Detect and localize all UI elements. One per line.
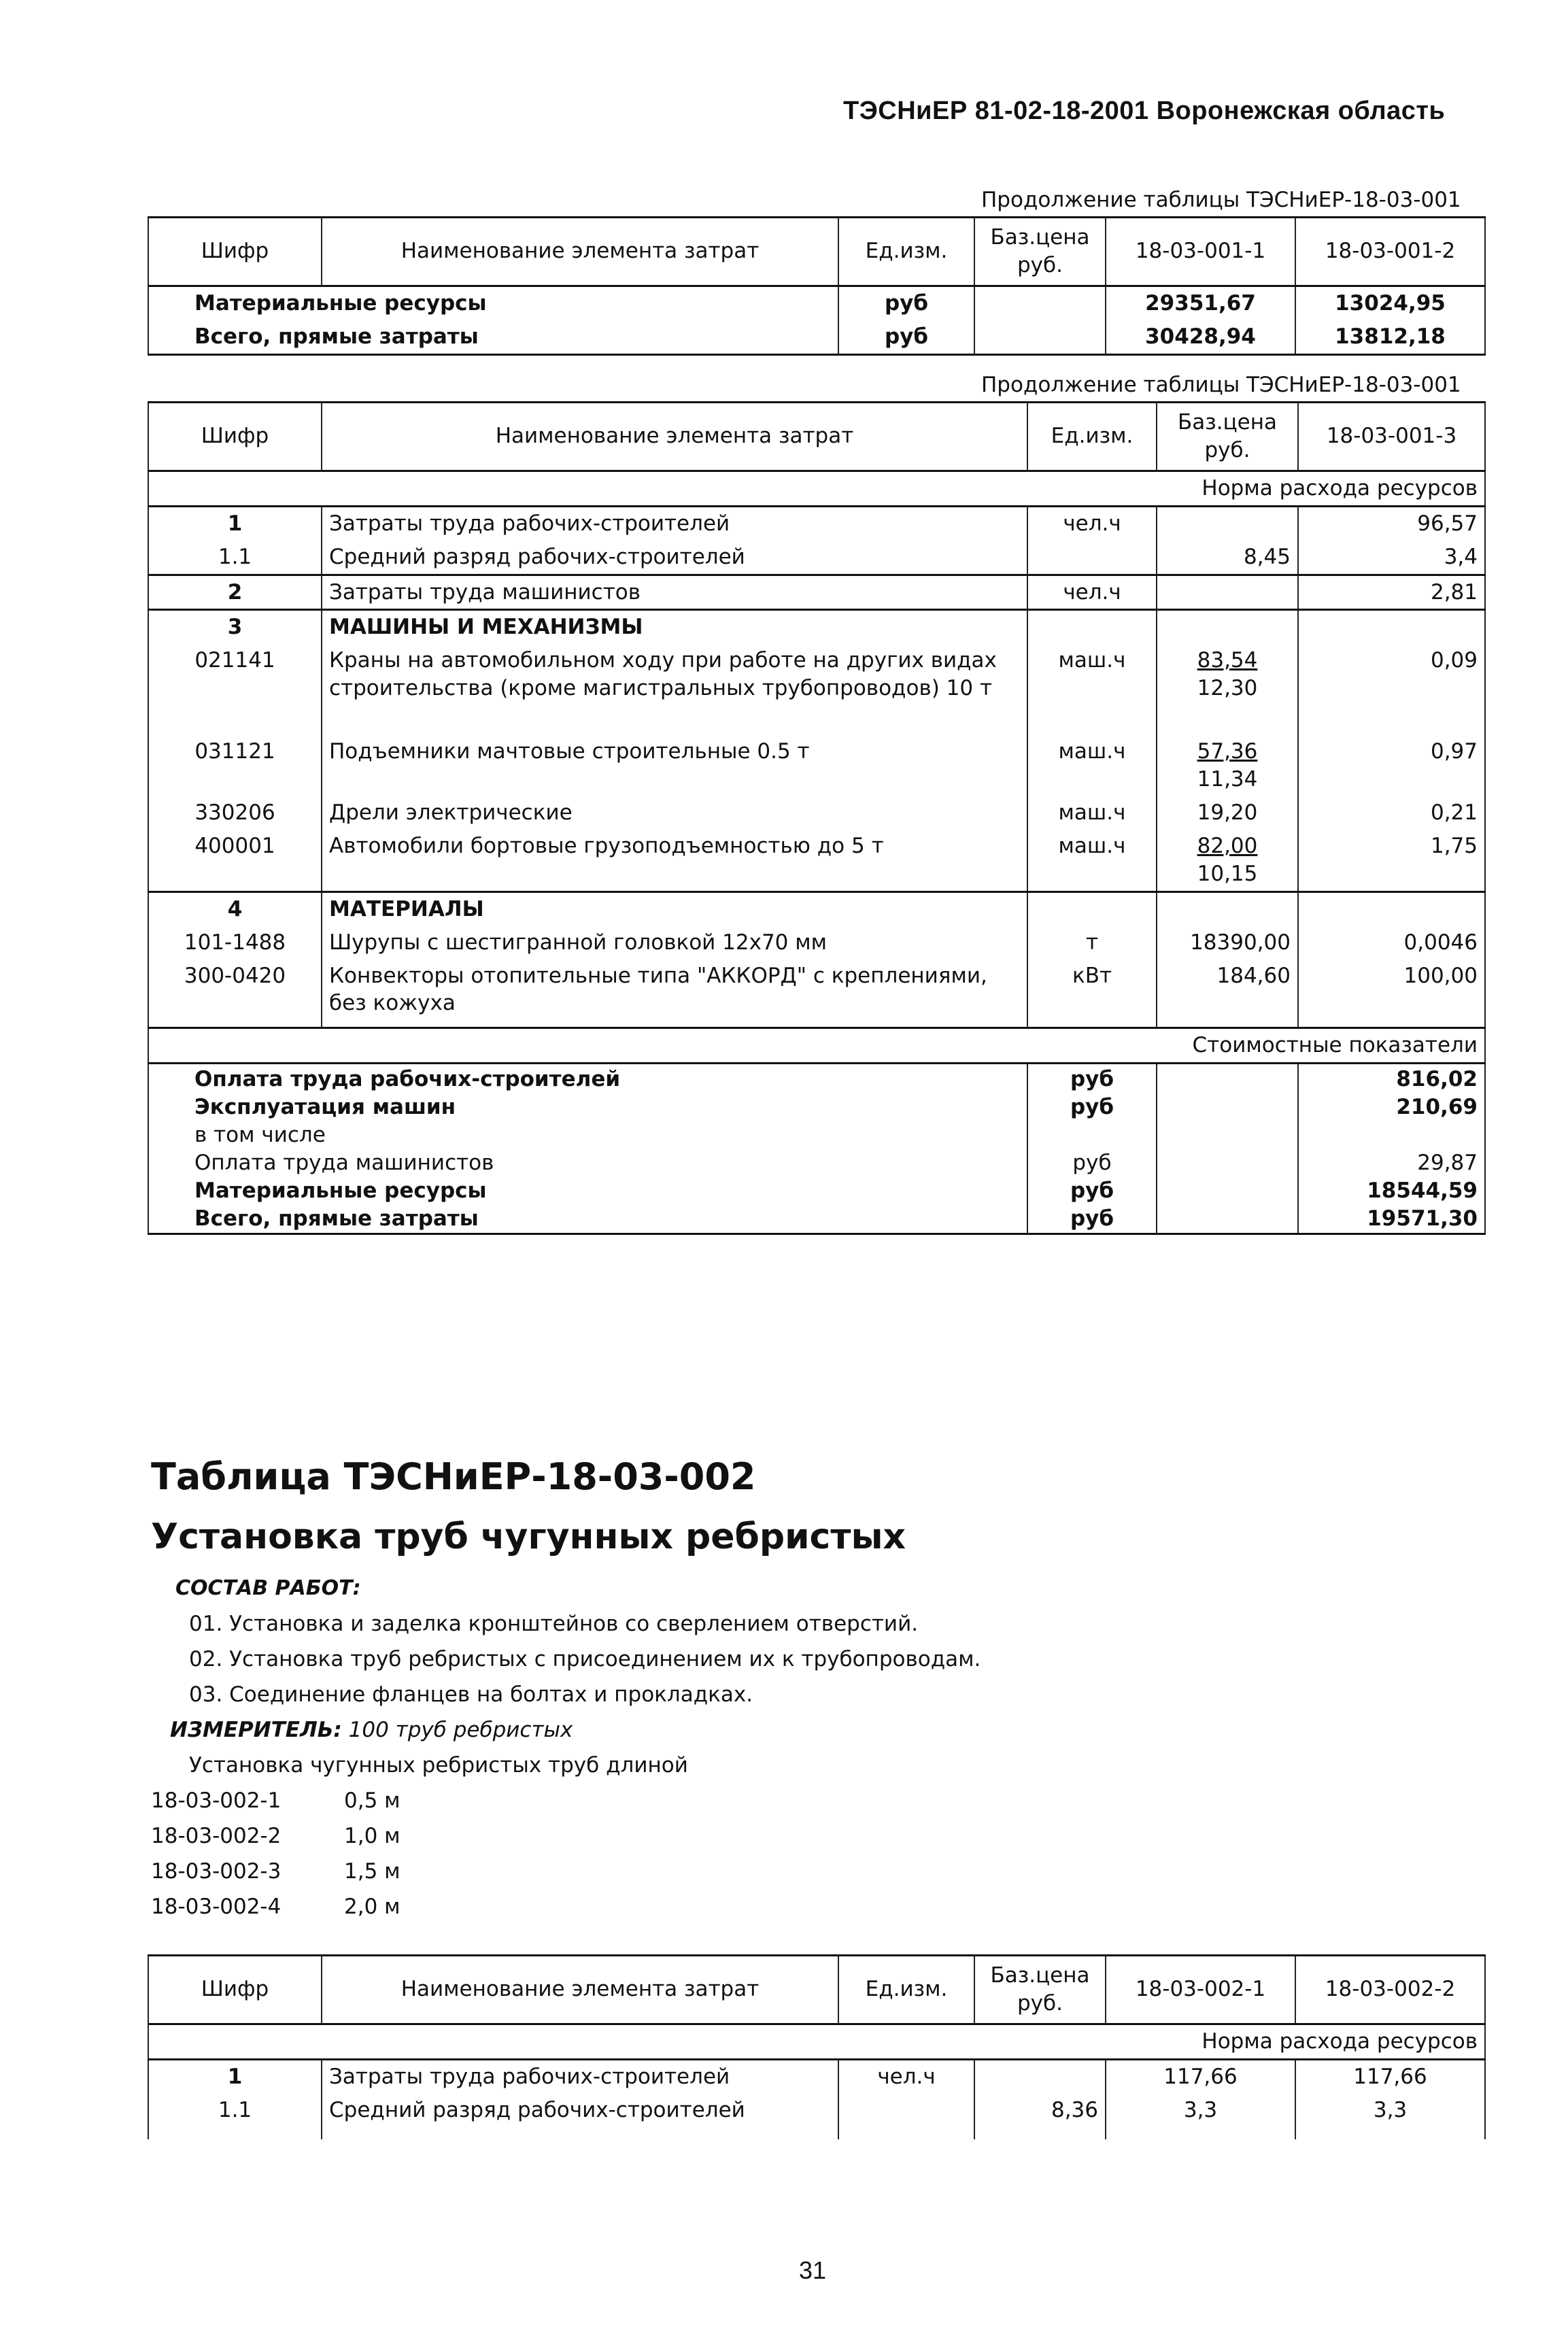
row-code: 3 [148,610,322,644]
row-unit: чел.ч [1027,506,1157,540]
row-unit: т [1027,926,1157,959]
row-name: Средний разряд рабочих-строителей [322,541,1027,575]
col-header-code: Шифр [148,403,322,471]
row-unit: маш.ч [1027,735,1157,796]
row-code: 300-0420 [148,959,322,1028]
row-name: Дрели электрические [322,796,1027,830]
total-row [148,1149,1485,1177]
variant-length: 2,0 м [344,1895,400,1919]
row-code: 021141 [148,644,322,735]
norm-row [148,471,1485,506]
row-code: 1.1 [148,541,322,575]
resource-table-1 [148,216,1486,356]
row-unit [1027,610,1157,644]
work-item: 03. Соединение фланцев на болтах и прокладках. [189,1682,753,1707]
price-base: 57,36 [1197,739,1258,764]
total-unit [1027,1121,1157,1149]
variant-length: 1,0 м [344,1824,400,1848]
col-header-variant-2: 18-03-001-2 [1295,218,1485,286]
total-row [148,1121,1485,1149]
row-value-2: 3,3 [1295,2094,1485,2139]
section-row-materials [148,891,1485,925]
col-header-price: Баз.цена руб. [974,1956,1106,2024]
total-name: в том числе [148,1121,1027,1149]
variant-code: 18-03-002-3 [151,1859,282,1884]
row-unit: руб [838,320,974,354]
document-header: ТЭСНиЕР 81-02-18-2001 Воронежская область [843,97,1446,125]
row-name: МАШИНЫ И МЕХАНИЗМЫ [322,610,1027,644]
col-header-unit: Ед.изм. [1027,403,1157,471]
price-wage: 10,15 [1197,861,1258,886]
table-row [148,320,1485,354]
work-item: 02. Установка труб ребристых с присоединением их к трубопроводам. [189,1647,981,1671]
col-header-name: Наименование элемента затрат [322,403,1027,471]
col-header-code: Шифр [148,218,322,286]
variant-length: 1,5 м [344,1859,400,1884]
row-price [1157,735,1298,796]
row-code: 101-1488 [148,926,322,959]
table-header-row [148,403,1485,471]
col-header-code: Шифр [148,1956,322,2024]
row-name: Материальные ресурсы [148,286,838,320]
total-unit: руб [1027,1093,1157,1121]
meter-line [170,1718,573,1742]
row-value [1298,610,1485,644]
row-value: 0,21 [1298,796,1485,830]
row-unit: чел.ч [838,2059,974,2093]
row-value [1298,891,1485,925]
row-name: Всего, прямые затраты [148,320,838,354]
row-name: Средний разряд рабочих-строителей [322,2094,838,2139]
total-unit: руб [1027,1149,1157,1177]
total-value: 210,69 [1298,1093,1485,1121]
total-value: 18544,59 [1298,1177,1485,1205]
row-unit [1027,891,1157,925]
table-row [148,2094,1485,2139]
row-price [1157,891,1298,925]
norm-row [148,2024,1485,2059]
row-unit: руб [838,286,974,320]
page-number: 31 [799,2256,827,2284]
total-unit: руб [1027,1177,1157,1205]
resource-table-2 [148,401,1486,1235]
row-value: 1,75 [1298,830,1485,891]
total-value [1298,1121,1485,1149]
table-row [148,541,1485,575]
row-value: 0,97 [1298,735,1485,796]
row-unit: чел.ч [1027,575,1157,610]
col-header-unit: Ед.изм. [838,218,974,286]
col-header-variant-1: 18-03-001-1 [1106,218,1295,286]
meter-value: 100 труб ребристых [348,1718,573,1742]
meter-label: ИЗМЕРИТЕЛЬ: [170,1718,342,1742]
row-value: 2,81 [1298,575,1485,610]
table-row [148,735,1485,796]
row-value-1: 117,66 [1106,2059,1295,2093]
col-header-variant-2: 18-03-002-2 [1295,1956,1485,2024]
total-row [148,1093,1485,1121]
price-base: 83,54 [1197,648,1258,673]
row-unit: маш.ч [1027,644,1157,735]
table-row [148,2059,1485,2093]
row-value: 3,4 [1298,541,1485,575]
row-unit: маш.ч [1027,830,1157,891]
row-price: 8,45 [1157,541,1298,575]
row-unit: маш.ч [1027,796,1157,830]
total-name: Всего, прямые затраты [148,1205,1027,1234]
row-unit [838,2094,974,2139]
total-price [1157,1177,1298,1205]
row-value-2: 13024,95 [1295,286,1485,320]
table-row [148,926,1485,959]
col-header-variant-1: 18-03-002-1 [1106,1956,1295,2024]
table-header-row [148,218,1485,286]
row-price: 19,20 [1157,796,1298,830]
row-name: Шурупы с шестигранной головкой 12х70 мм [322,926,1027,959]
table-row [148,286,1485,320]
table-row [148,959,1485,1028]
norm-label: Норма расхода ресурсов [148,471,1485,506]
row-value: 100,00 [1298,959,1485,1028]
cost-indicators-label: Стоимостные показатели [148,1028,1485,1064]
variant-code: 18-03-002-1 [151,1788,282,1813]
row-code: 1 [148,2059,322,2093]
row-price: 8,36 [974,2094,1106,2139]
table-row [148,506,1485,540]
row-code: 4 [148,891,322,925]
table-row [148,830,1485,891]
total-value: 29,87 [1298,1149,1485,1177]
row-value-2: 117,66 [1295,2059,1485,2093]
col-header-variant-3: 18-03-001-3 [1298,403,1485,471]
total-row [148,1177,1485,1205]
row-name: Затраты труда машинистов [322,575,1027,610]
row-code: 330206 [148,796,322,830]
norm-label: Норма расхода ресурсов [148,2024,1485,2059]
row-name: Автомобили бортовые грузоподъемностью до 5 т [322,830,1027,891]
row-value: 96,57 [1298,506,1485,540]
composition-label: СОСТАВ РАБОТ: [175,1576,361,1600]
cost-indicators-row [148,1028,1485,1064]
total-price [1157,1064,1298,1093]
row-name: Подъемники мачтовые строительные 0.5 т [322,735,1027,796]
table-row [148,575,1485,610]
total-price [1157,1093,1298,1121]
total-price [1157,1205,1298,1234]
row-code: 031121 [148,735,322,796]
total-row [148,1064,1485,1093]
row-name: Затраты труда рабочих-строителей [322,2059,838,2093]
variant-length: 0,5 м [344,1788,400,1813]
col-header-unit: Ед.изм. [838,1956,974,2024]
table-row [148,644,1485,735]
section-row-machines [148,610,1485,644]
price-wage: 11,34 [1197,767,1258,792]
row-unit [1027,541,1157,575]
row-code: 1 [148,506,322,540]
total-name: Материальные ресурсы [148,1177,1027,1205]
total-value: 816,02 [1298,1064,1485,1093]
section-subtitle: Установка труб чугунных ребристых [151,1516,906,1557]
price-base: 82,00 [1197,833,1258,858]
row-value-1: 29351,67 [1106,286,1295,320]
row-name: МАТЕРИАЛЫ [322,891,1027,925]
table-continuation-label: Продолжение таблицы ТЭСНиЕР-18-03-001 [981,373,1461,397]
row-value: 0,09 [1298,644,1485,735]
install-text: Установка чугунных ребристых труб длиной [189,1753,688,1778]
row-price [1157,506,1298,540]
row-code: 400001 [148,830,322,891]
row-price: 18390,00 [1157,926,1298,959]
variant-code: 18-03-002-4 [151,1895,282,1919]
row-price [1157,610,1298,644]
row-unit: кВт [1027,959,1157,1028]
row-price: 184,60 [1157,959,1298,1028]
row-price [974,286,1106,320]
total-value: 19571,30 [1298,1205,1485,1234]
row-name: Краны на автомобильном ходу при работе на других видах строительства (кроме магистральных трубопроводов) 10 т [322,644,1027,735]
row-value-1: 30428,94 [1106,320,1295,354]
row-value-1: 3,3 [1106,2094,1295,2139]
row-name: Затраты труда рабочих-строителей [322,506,1027,540]
table-continuation-label: Продолжение таблицы ТЭСНиЕР-18-03-001 [981,188,1461,212]
col-header-name: Наименование элемента затрат [322,1956,838,2024]
row-code: 2 [148,575,322,610]
total-row [148,1205,1485,1234]
variant-code: 18-03-002-2 [151,1824,282,1848]
total-price [1157,1149,1298,1177]
row-price [974,2059,1106,2093]
row-price [1157,644,1298,735]
total-price [1157,1121,1298,1149]
price-wage: 12,30 [1197,676,1258,701]
work-item: 01. Установка и заделка кронштейнов со сверлением отверстий. [189,1612,919,1636]
total-name: Оплата труда рабочих-строителей [148,1064,1027,1093]
row-price [1157,575,1298,610]
total-name: Оплата труда машинистов [148,1149,1027,1177]
row-value-2: 13812,18 [1295,320,1485,354]
row-price [974,320,1106,354]
col-header-name: Наименование элемента затрат [322,218,838,286]
row-code: 1.1 [148,2094,322,2139]
total-unit: руб [1027,1064,1157,1093]
row-name: Конвекторы отопительные типа "АККОРД" с креплениями, без кожуха [322,959,1027,1028]
resource-table-3 [148,1954,1486,2139]
row-value: 0,0046 [1298,926,1485,959]
section-title: Таблица ТЭСНиЕР-18-03-002 [151,1455,756,1498]
table-row [148,796,1485,830]
total-name: Эксплуатация машин [148,1093,1027,1121]
table-header-row [148,1956,1485,2024]
col-header-price: Баз.цена руб. [1157,403,1298,471]
col-header-price: Баз.цена руб. [974,218,1106,286]
total-unit: руб [1027,1205,1157,1234]
row-price [1157,830,1298,891]
